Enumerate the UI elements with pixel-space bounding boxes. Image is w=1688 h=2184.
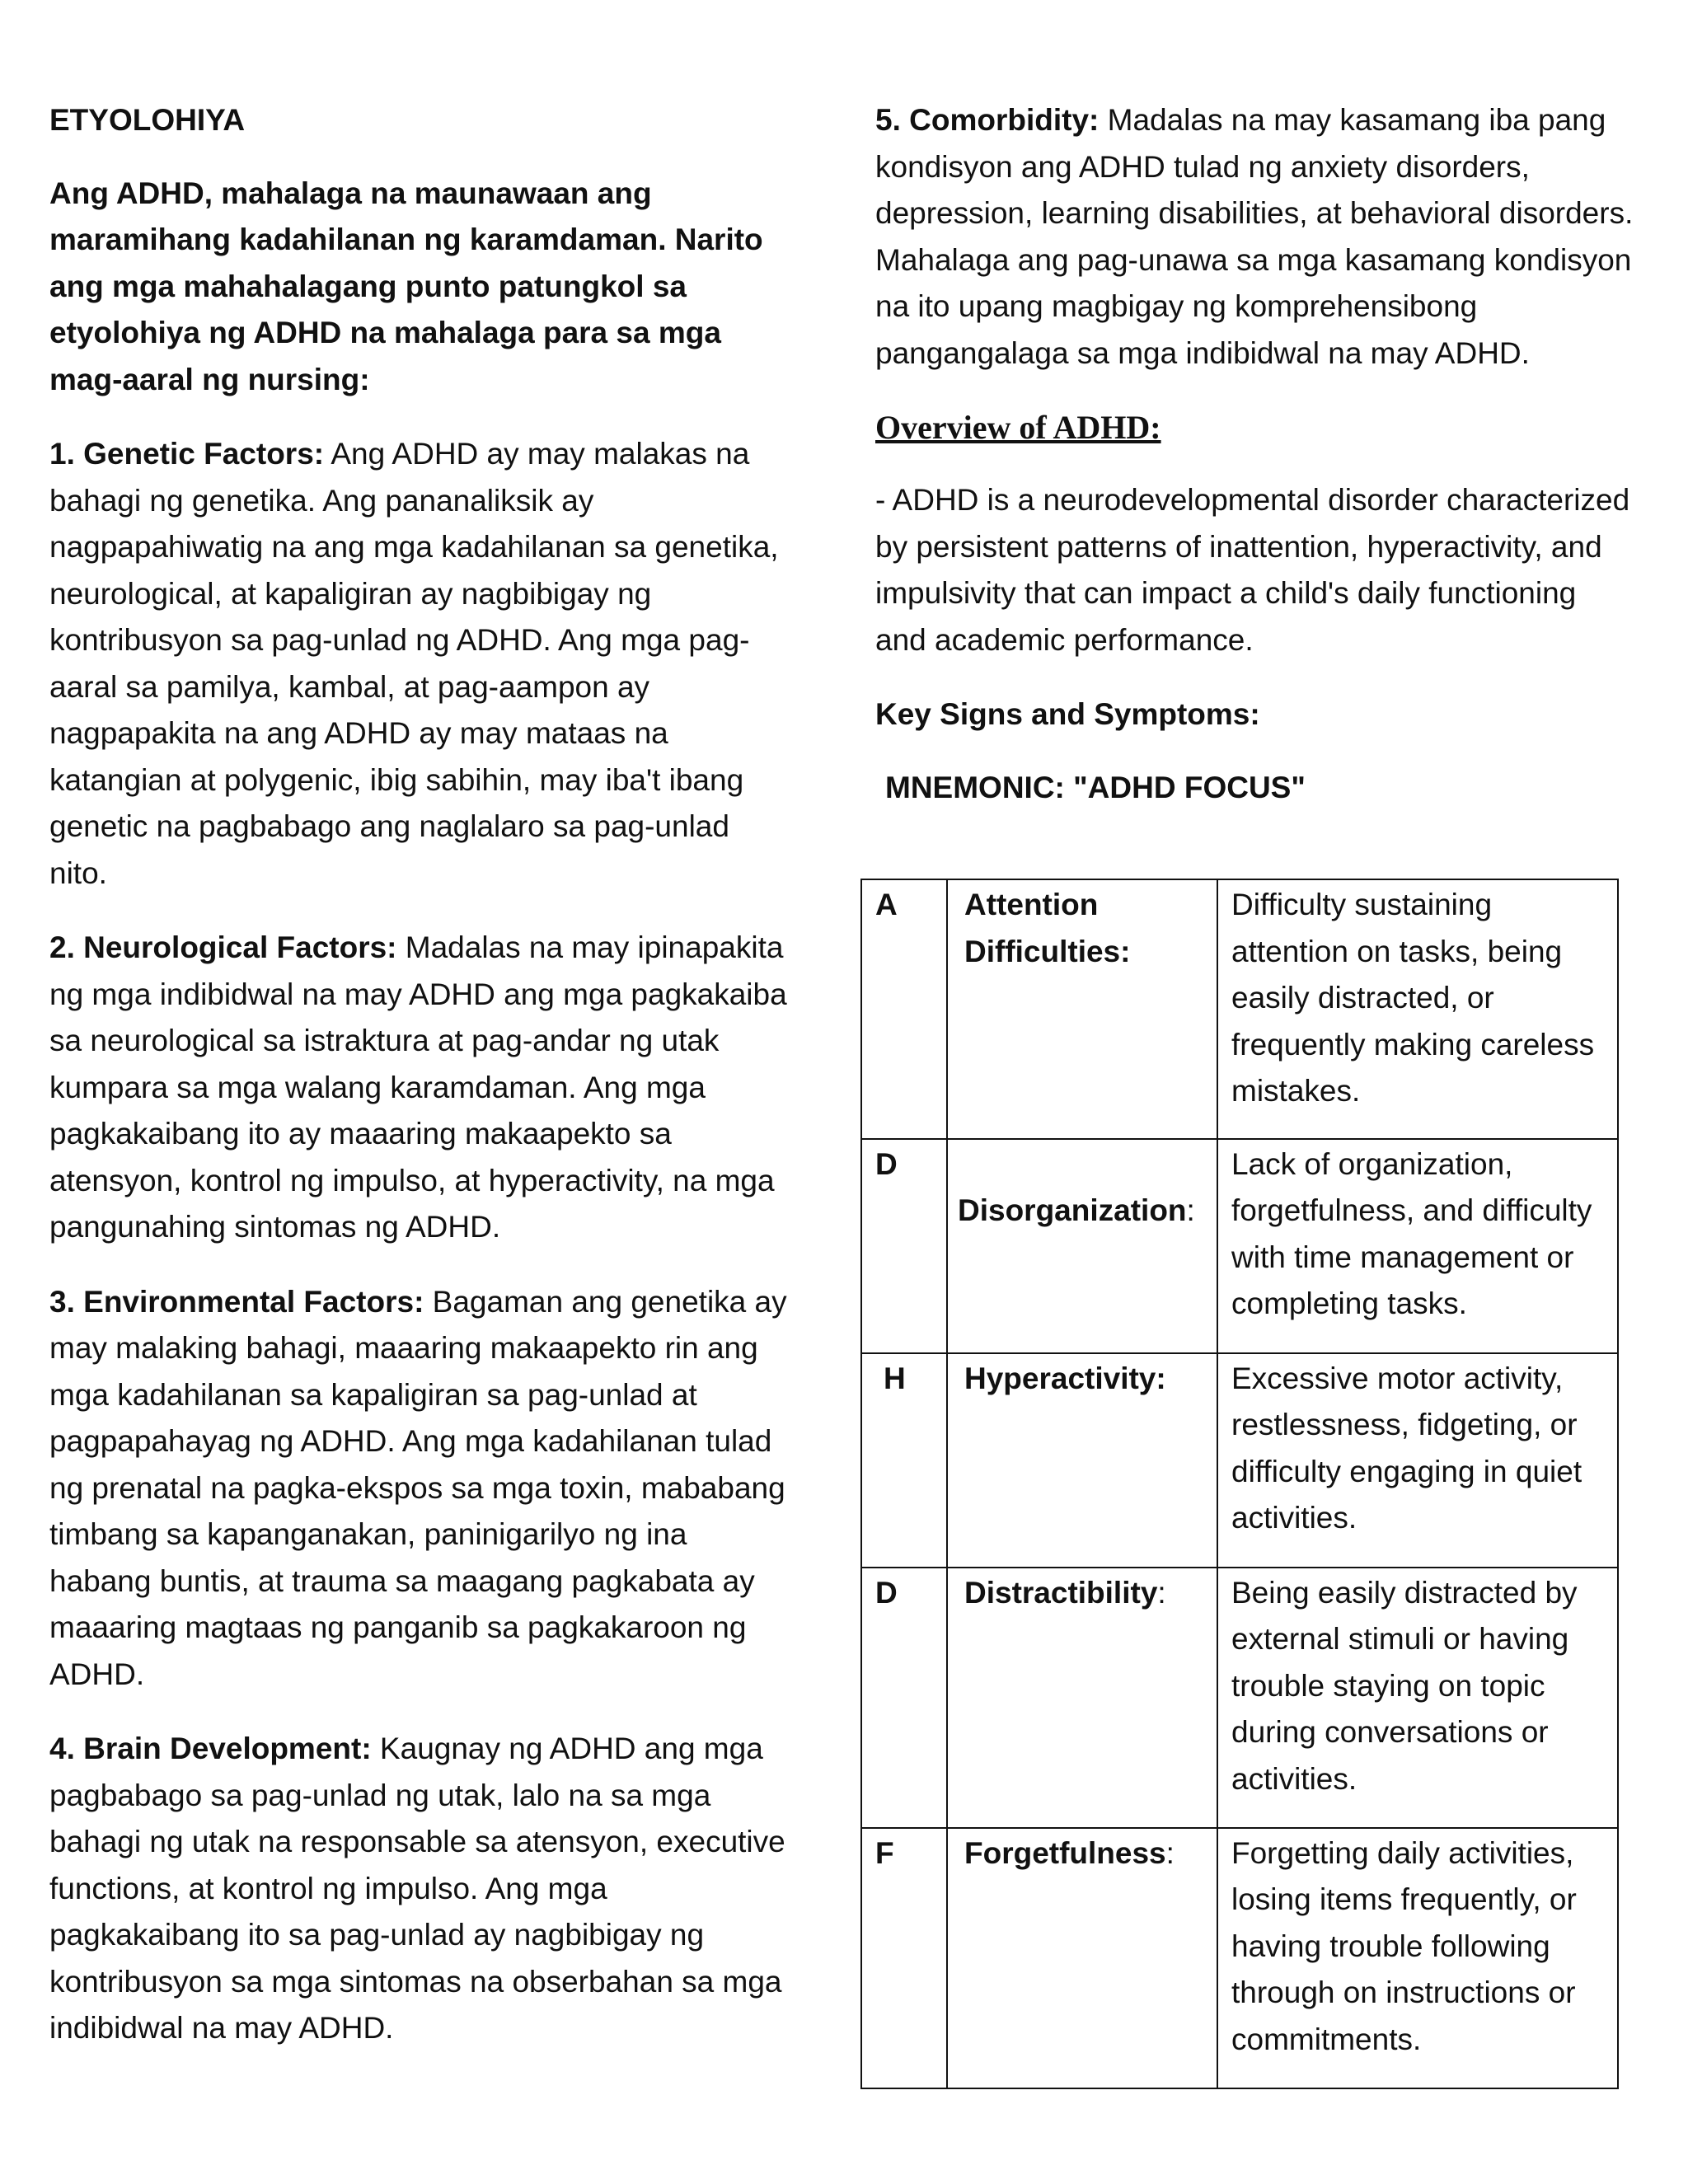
row-letter: H xyxy=(861,1353,947,1568)
symptoms-table xyxy=(860,879,1619,2089)
row-term-colon: : xyxy=(1165,1835,1175,1870)
row-description: Forgetting daily activities, losing items frequently, or having trouble following through on instructions or commitments. xyxy=(1217,1828,1618,2088)
brain-development-text: Kaugnay ng ADHD ang mga pagbabago sa pag-unlad ng utak, lalo na sa mga bahagi ng utak na responsable sa atensyon, executive functions, at kontrol ng impulso. Ang mga pagkakaibang ito sa pag-unlad ay nagbibigay ng kontribusyon sa mga sintomas na obserbahan sa mga indibidwal na may ADHD. xyxy=(49,1732,785,2045)
table-row xyxy=(861,1353,1618,1568)
environmental-factors-title: 3. Environmental Factors: xyxy=(49,1284,424,1319)
row-term-text xyxy=(958,1188,1217,1235)
row-term-label: Disorganization xyxy=(958,1193,1187,1227)
row-description: Difficulty sustaining attention on tasks, being easily distracted, or frequently making careless mistakes. xyxy=(1217,879,1618,1139)
genetic-factors-text: Ang ADHD ay may malakas na bahagi ng genetika. Ang pananaliksik ay nagpapahiwatig na ang mga kadahilanan sa genetika, neurological, at kapaligiran ay nagbibigay ng kontribusyon sa pag-unlad ng ADHD. Ang mga pag-aaral sa pamilya, kambal, at pag-aampon ay nagpapakita na ang ADHD ay may mataas na katangian at polygenic, ibig sabihin, may iba't ibang genetic na pagbabago ang naglalaro sa pag-unlad nito. xyxy=(49,437,779,890)
neurological-factors-title: 2. Neurological Factors: xyxy=(49,930,397,964)
row-description: Lack of organization, forgetfulness, and difficulty with time management or completing tasks. xyxy=(1217,1139,1618,1353)
environmental-factors-text: Bagaman ang genetika ay may malaking bahagi, maaaring makaapekto rin ang mga kadahilanan sa kapaligiran sa pag-unlad at pagpapahayag ng ADHD. Ang mga kadahilanan tulad ng prenatal na pagka-ekspos sa mga toxin, mababang timbang sa kapanganakan, paninigarilyo ng ina habang buntis, at trauma sa maagang pagkabata ay maaaring magtaas ng panganib sa pagkakaroon ng ADHD. xyxy=(49,1284,787,1691)
mnemonic-heading: MNEMONIC: "ADHD FOCUS" xyxy=(885,770,1306,804)
table-row xyxy=(861,1828,1618,2088)
row-letter: D xyxy=(861,1139,947,1353)
comorbidity-paragraph xyxy=(875,97,1634,377)
row-letter: F xyxy=(861,1828,947,2088)
section-heading: ETYOLOHIYA xyxy=(49,103,246,137)
row-term xyxy=(947,879,1217,1139)
row-term-text: Hyperactivity: xyxy=(964,1361,1166,1395)
brain-development-title: 4. Brain Development: xyxy=(49,1732,372,1765)
comorbidity-title: 5. Comorbidity: xyxy=(875,103,1100,137)
row-term xyxy=(947,1568,1217,1828)
overview-text: - ADHD is a neurodevelopmental disorder characterized by persistent patterns of inattention, hyperactivity, and impulsivity that can impact a child's daily functioning and academic performance. xyxy=(875,483,1630,657)
genetic-factors-paragraph xyxy=(49,431,791,897)
intro-paragraph: Ang ADHD, mahalaga na maunawaan ang maramihang kadahilanan ng karamdaman. Narito ang mga mahahalagang punto patungkol sa etyolohiya ng ADHD na mahalaga para sa mga mag-aaral ng nursing: xyxy=(49,176,763,396)
row-letter: A xyxy=(861,879,947,1139)
row-term-text xyxy=(964,1570,1217,1617)
table-row xyxy=(861,1568,1618,1828)
row-term xyxy=(947,1828,1217,2088)
left-column xyxy=(49,97,791,2080)
overview-title: Overview of ADHD: xyxy=(875,409,1161,446)
row-term-text: Attention Difficulties: xyxy=(964,888,1131,968)
comorbidity-text: Madalas na may kasamang iba pang kondisyon ang ADHD tulad ng anxiety disorders, depression, learning disabilities, at behavioral disorders. Mahalaga ang pag-unawa sa mga kasamang kondisyon na ito upang magbigay ng komprehensibong pangangalaga sa mga indibidwal na may ADHD. xyxy=(875,103,1634,370)
row-letter: D xyxy=(861,1568,947,1828)
row-term-colon: : xyxy=(1157,1575,1166,1610)
row-term xyxy=(947,1353,1217,1568)
row-term-text xyxy=(964,1830,1217,1877)
row-description: Excessive motor activity, restlessness, fidgeting, or difficulty engaging in quiet activities. xyxy=(1217,1353,1618,1568)
row-term-label: Distractibility xyxy=(964,1575,1158,1610)
brain-development-paragraph xyxy=(49,1726,791,2052)
row-term-label: Forgetfulness xyxy=(964,1835,1166,1870)
neurological-factors-text: Madalas na may ipinapakita ng mga indibidwal na may ADHD ang mga pagkakaiba sa neurological sa istraktura at pag-andar ng utak kumpara sa mga walang karamdaman. Ang mga pagkakaibang ito ay maaaring makaapekto sa atensyon, kontrol ng impulso, at hyperactivity, na mga pangunahing sintomas ng ADHD. xyxy=(49,930,787,1244)
table-row xyxy=(861,879,1618,1139)
row-term xyxy=(947,1139,1217,1353)
neurological-factors-paragraph xyxy=(49,925,791,1251)
environmental-factors-paragraph xyxy=(49,1279,791,1699)
row-term-colon: : xyxy=(1186,1193,1195,1227)
genetic-factors-title: 1. Genetic Factors: xyxy=(49,437,325,471)
key-signs-heading: Key Signs and Symptoms: xyxy=(875,697,1260,731)
right-column xyxy=(875,97,1634,836)
row-description: Being easily distracted by external stimuli or having trouble staying on topic during conversations or activities. xyxy=(1217,1568,1618,1828)
table-row xyxy=(861,1139,1618,1353)
